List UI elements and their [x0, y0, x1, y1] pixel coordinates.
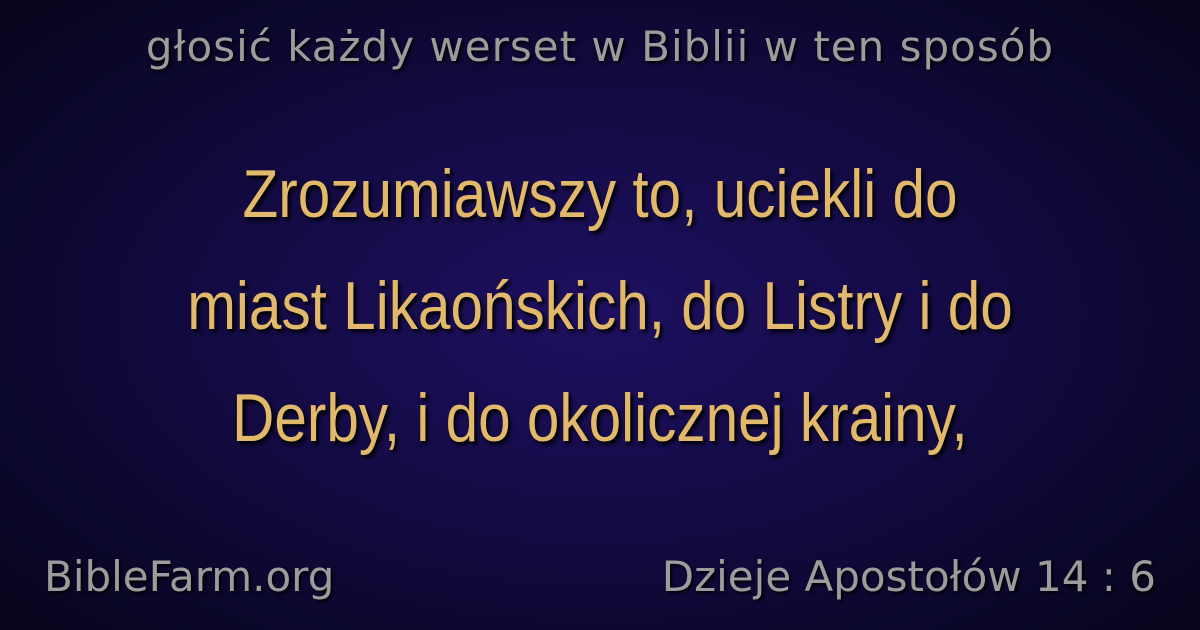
- site-link[interactable]: BibleFarm.org: [44, 552, 335, 601]
- verse-line: Derby, i do okolicznej krainy,: [232, 380, 968, 456]
- verse-line: miast Likaońskich, do Listry i do: [187, 268, 1013, 344]
- header-tagline: głosić każdy werset w Biblii w ten sposób: [145, 22, 1055, 71]
- verse-text: [136, 138, 1065, 474]
- verse-line: Zrozumiawszy to, uciekli do: [242, 156, 958, 232]
- verse-reference: Dzieje Apostołów 14 : 6: [661, 552, 1156, 601]
